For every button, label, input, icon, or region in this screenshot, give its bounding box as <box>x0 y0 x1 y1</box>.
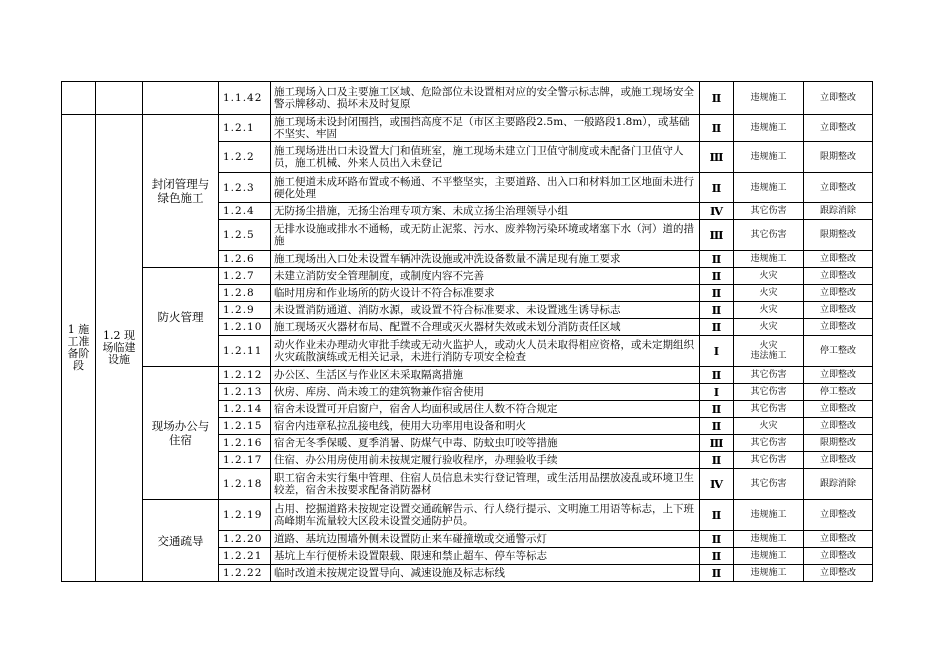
item-id: 1.2.4 <box>219 203 271 220</box>
table-row <box>62 268 873 285</box>
item-desc: 宿舍内违章私拉乱接电线，使用大功率用电设备和明火 <box>271 418 700 435</box>
item-id: 1.2.12 <box>219 367 271 384</box>
hazard-type: 违规施工 <box>734 251 804 268</box>
hazard-type: 火灾 <box>734 319 804 336</box>
item-id: 1.2.11 <box>219 336 271 367</box>
action: 限期整改 <box>804 435 873 452</box>
hazard-type: 火灾 <box>734 302 804 319</box>
category-closed-management: 封闭管理与 绿色施工 <box>143 115 219 268</box>
table-row <box>62 367 873 384</box>
hazard-type: 其它伤害 <box>734 452 804 469</box>
item-desc: 施工现场进出口未设置大门和值班室，施工现场未建立门卫值守制度或未配备门卫值守人员，施工机械、外来人员出入未登记 <box>271 142 700 173</box>
item-id: 1.2.3 <box>219 173 271 203</box>
hazard-type: 违规施工 <box>734 115 804 142</box>
hazard-level: Ⅱ <box>700 418 734 435</box>
item-id: 1.2.6 <box>219 251 271 268</box>
hazard-type: 其它伤害 <box>734 203 804 220</box>
action: 立即整改 <box>804 401 873 418</box>
hazard-type: 违规施工 <box>734 531 804 548</box>
action: 立即整改 <box>804 452 873 469</box>
table-row <box>62 115 873 142</box>
item-id: 1.2.20 <box>219 531 271 548</box>
item-desc: 宿舍无冬季保暖、夏季消暑、防煤气中毒、防蚊虫叮咬等措施 <box>271 435 700 452</box>
item-id: 1.2.22 <box>219 565 271 582</box>
action: 限期整改 <box>804 142 873 173</box>
item-desc: 住宿、办公用房使用前未按规定履行验收程序，办理验收手续 <box>271 452 700 469</box>
hazard-level: Ⅱ <box>700 82 734 115</box>
stage-label: 1 施 工准 备阶 段 <box>62 115 96 582</box>
hazard-type: 其它伤害 <box>734 384 804 401</box>
hazard-level: Ⅱ <box>700 173 734 203</box>
action: 立即整改 <box>804 251 873 268</box>
category-office-accommodation: 现场办公与 住宿 <box>143 367 219 500</box>
hazard-type: 其它伤害 <box>734 220 804 251</box>
sub-cell-prev <box>96 82 143 115</box>
item-id: 1.2.2 <box>219 142 271 173</box>
item-desc: 施工便道未成环路布置或不畅通、不平整坚实，主要道路、出入口和材料加工区地面未进行硬化处理 <box>271 173 700 203</box>
hazard-level: Ⅲ <box>700 220 734 251</box>
item-id: 1.2.7 <box>219 268 271 285</box>
action: 立即整改 <box>804 82 873 115</box>
item-desc: 临时改道未按规定设置导向、减速设施及标志标线 <box>271 565 700 582</box>
action: 立即整改 <box>804 319 873 336</box>
item-desc: 宿舍未设置可开启窗户，宿舍人均面积或居住人数不符合规定 <box>271 401 700 418</box>
hazard-type: 违规施工 <box>734 565 804 582</box>
hazard-level: Ⅱ <box>700 319 734 336</box>
action: 立即整改 <box>804 302 873 319</box>
hazard-level: Ⅱ <box>700 367 734 384</box>
item-id: 1.2.16 <box>219 435 271 452</box>
category-fire-management: 防火管理 <box>143 268 219 367</box>
hazard-type: 违规施工 <box>734 142 804 173</box>
action: 立即整改 <box>804 531 873 548</box>
hazard-type: 违规施工 <box>734 173 804 203</box>
hazard-type: 火灾 违法施工 <box>734 336 804 367</box>
category-cell-prev <box>143 82 219 115</box>
action: 立即整改 <box>804 115 873 142</box>
hazard-level: Ⅱ <box>700 565 734 582</box>
hazard-level: Ⅳ <box>700 203 734 220</box>
action: 跟踪消除 <box>804 203 873 220</box>
hazard-level: Ⅱ <box>700 500 734 531</box>
action: 立即整改 <box>804 418 873 435</box>
action: 停工整改 <box>804 336 873 367</box>
action: 立即整改 <box>804 500 873 531</box>
subsection-label: 1.2 现 场临建 设施 <box>96 115 143 582</box>
hazard-level: Ⅰ <box>700 336 734 367</box>
stage-cell-prev <box>62 82 96 115</box>
item-desc: 办公区、生活区与作业区未采取隔离措施 <box>271 367 700 384</box>
hazard-type: 其它伤害 <box>734 469 804 500</box>
item-desc: 无防扬尘措施，无扬尘治理专项方案、未成立扬尘治理领导小组 <box>271 203 700 220</box>
action: 停工整改 <box>804 384 873 401</box>
item-id: 1.2.5 <box>219 220 271 251</box>
action: 限期整改 <box>804 220 873 251</box>
hazard-level: Ⅱ <box>700 548 734 565</box>
item-desc: 职工宿舍未实行集中管理、住宿人员信息未实行登记管理，或生活用品摆放凌乱或环境卫生较差，宿舍未按要求配备消防器材 <box>271 469 700 500</box>
item-desc: 道路、基坑边围墙外侧未设置防止来车碰撞墩或交通警示灯 <box>271 531 700 548</box>
hazard-type: 违规施工 <box>734 82 804 115</box>
item-id: 1.1.42 <box>219 82 271 115</box>
item-desc: 施工现场未设封闭围挡，或围挡高度不足（市区主要路段2.5m、一般路段1.8m），或基础不坚实、牢固 <box>271 115 700 142</box>
item-id: 1.2.14 <box>219 401 271 418</box>
hazard-level: Ⅱ <box>700 115 734 142</box>
hazard-type: 违规施工 <box>734 548 804 565</box>
item-desc: 占用、挖掘道路未按规定设置交通疏解告示、行人绕行提示、文明施工用语等标志，上下班高峰期车流量较大区段未设置交通防护员。 <box>271 500 700 531</box>
item-desc: 未设置消防通道、消防水源，或设置不符合标准要求、未设置逃生诱导标志 <box>271 302 700 319</box>
item-id: 1.2.17 <box>219 452 271 469</box>
hazard-level: Ⅲ <box>700 142 734 173</box>
hazard-level: Ⅳ <box>700 469 734 500</box>
item-desc: 未建立消防安全管理制度，或制度内容不完善 <box>271 268 700 285</box>
hazard-type: 其它伤害 <box>734 435 804 452</box>
hazard-level: Ⅱ <box>700 251 734 268</box>
action: 立即整改 <box>804 548 873 565</box>
hazard-type: 违规施工 <box>734 500 804 531</box>
item-id: 1.2.18 <box>219 469 271 500</box>
hazard-type: 其它伤害 <box>734 401 804 418</box>
action: 跟踪消除 <box>804 469 873 500</box>
hazard-type: 火灾 <box>734 418 804 435</box>
item-id: 1.2.8 <box>219 285 271 302</box>
action: 立即整改 <box>804 367 873 384</box>
hazard-type: 火灾 <box>734 268 804 285</box>
item-desc: 临时用房和作业场所的防火设计不符合标准要求 <box>271 285 700 302</box>
item-desc: 施工现场出入口处未设置车辆冲洗设施或冲洗设备数量不满足现有施工要求 <box>271 251 700 268</box>
hazard-table <box>61 81 873 582</box>
item-id: 1.2.1 <box>219 115 271 142</box>
action: 立即整改 <box>804 173 873 203</box>
item-desc: 伙房、库房、尚未竣工的建筑物兼作宿舍使用 <box>271 384 700 401</box>
hazard-level: Ⅱ <box>700 268 734 285</box>
category-traffic-diversion: 交通疏导 <box>143 500 219 582</box>
hazard-level: Ⅱ <box>700 401 734 418</box>
item-desc: 施工现场灭火器材布局、配置不合理或灭火器材失效或未划分消防责任区域 <box>271 319 700 336</box>
action: 立即整改 <box>804 565 873 582</box>
hazard-type: 火灾 <box>734 285 804 302</box>
hazard-type: 其它伤害 <box>734 367 804 384</box>
item-id: 1.2.13 <box>219 384 271 401</box>
item-desc: 基坑上车行便桥未设置限载、限速和禁止超车、停车等标志 <box>271 548 700 565</box>
item-desc: 无排水设施或排水不通畅，或无防止泥浆、污水、废养物污染环境或堵塞下水（河）道的措施 <box>271 220 700 251</box>
item-desc: 施工现场入口及主要施工区域、危险部位未设置相对应的安全警示标志牌，或施工现场安全警示牌移动、损坏未及时复原 <box>271 82 700 115</box>
action: 立即整改 <box>804 268 873 285</box>
item-id: 1.2.15 <box>219 418 271 435</box>
hazard-level: Ⅱ <box>700 302 734 319</box>
item-id: 1.2.9 <box>219 302 271 319</box>
table-row <box>62 500 873 531</box>
item-desc: 动火作业未办理动火审批手续或无动火监护人，或动火人员未取得相应资格，或未定期组织火灾疏散演练或无相关记录，未进行消防专项安全检查 <box>271 336 700 367</box>
item-id: 1.2.19 <box>219 500 271 531</box>
hazard-level: Ⅱ <box>700 285 734 302</box>
hazard-level: Ⅰ <box>700 384 734 401</box>
hazard-level: Ⅱ <box>700 531 734 548</box>
hazard-level: Ⅲ <box>700 435 734 452</box>
hazard-level: Ⅱ <box>700 452 734 469</box>
item-id: 1.2.10 <box>219 319 271 336</box>
item-id: 1.2.21 <box>219 548 271 565</box>
table-row <box>62 82 873 115</box>
action: 立即整改 <box>804 285 873 302</box>
